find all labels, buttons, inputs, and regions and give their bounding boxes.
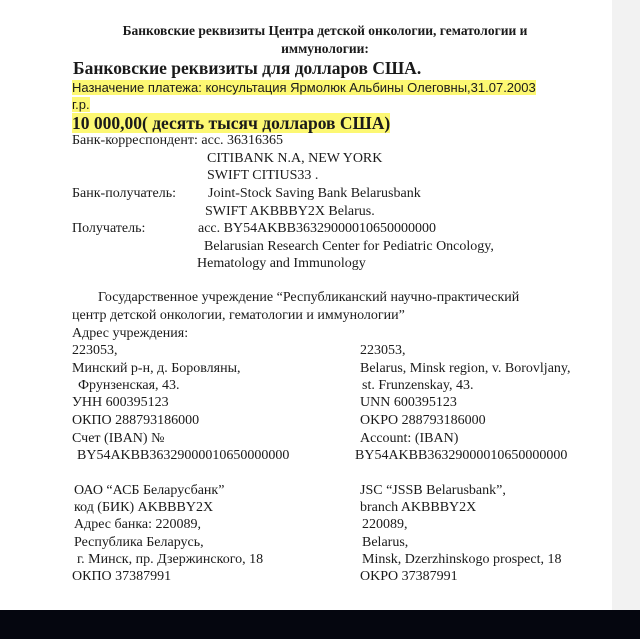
right-col1-line: OKPO 288793186000 (360, 413, 486, 428)
payment-amount: 10 000,00( десять тысяч долларов США) (72, 113, 391, 133)
payment-purpose-line-2: г.р. (72, 97, 90, 112)
right-col1-line: Account: (IBAN) (360, 431, 459, 446)
left-col1-line: ОКПО 288793186000 (72, 413, 200, 428)
right-col1-line: UNN 600395123 (360, 395, 457, 410)
beneficiary-bank-name: Joint-Stock Saving Bank Belarusbank (208, 186, 421, 201)
left-col2-line: Адрес банка: 220089, (74, 517, 202, 532)
recipient-label: Получатель: (72, 221, 146, 236)
left-col2-line: ОАО “АСБ Беларусбанк” (74, 483, 225, 498)
left-col1-line: 223053, (72, 343, 118, 358)
correspondent-name: CITIBANK N.A, NEW YORK (207, 151, 383, 166)
right-col2-line: OKPO 37387991 (360, 569, 458, 584)
title-line-2: иммунологии: (281, 41, 369, 56)
usd-heading: Банковские реквизиты для долларов США. (73, 58, 422, 78)
title-line-1: Банковские реквизиты Центра детской онкологии, гематологии и (122, 23, 528, 38)
right-col2-line: Belarus, (362, 535, 409, 550)
left-col1-line: УНН 600395123 (72, 395, 169, 410)
left-col2-line: г. Минск, пр. Дзержинского, 18 (77, 552, 264, 567)
right-col2-line: branch AKBBBY2X (360, 500, 477, 515)
side-margin (612, 0, 640, 610)
left-col1-line: BY54AKBB36329000010650000000 (77, 448, 290, 463)
beneficiary-bank-label: Банк-получатель: (72, 186, 176, 201)
address-label: Адрес учреждения: (72, 326, 189, 341)
correspondent-swift: SWIFT CITIUS33 . (207, 168, 319, 183)
left-col2-line: код (БИК) AKBBBY2X (74, 500, 214, 515)
left-col1-line: Фрунзенская, 43. (78, 378, 180, 393)
left-col2-line: ОКПО 37387991 (72, 569, 172, 584)
institution-line-2: центр детской онкологии, гематологии и иммунологии” (72, 308, 405, 323)
right-col1-line: st. Frunzenskay, 43. (362, 378, 474, 393)
beneficiary-bank-swift: SWIFT AKBBBY2X Belarus. (205, 204, 375, 219)
left-col1-line: Счет (IBAN) № (72, 431, 165, 446)
right-col1-line: Belarus, Minsk region, v. Borovljany, (360, 361, 571, 376)
left-col1-line: Минский р-н, д. Боровляны, (72, 361, 241, 376)
recipient-name-1: Belarusian Research Center for Pediatric Oncology, (204, 239, 494, 254)
recipient-account: acc. BY54AKBB36329000010650000000 (198, 221, 436, 236)
correspondent-bank: Банк-корреспондент: acc. 36316365 (72, 133, 284, 148)
right-col2-line: JSC “JSSB Belarusbank”, (360, 483, 506, 498)
institution-line-1: Государственное учреждение “Республиканский научно-практический (98, 290, 520, 305)
right-col1-line: 223053, (360, 343, 406, 358)
bottom-bar (0, 610, 640, 639)
payment-purpose-line-1: Назначение платежа: консультация Ярмолюк Альбины Олеговны,31.07.2003 (72, 80, 536, 95)
right-col2-line: Minsk, Dzerzhinskogo prospect, 18 (362, 552, 562, 567)
right-col1-line: BY54AKBB36329000010650000000 (355, 448, 568, 463)
recipient-name-2: Hematology and Immunology (197, 256, 366, 271)
left-col2-line: Республика Беларусь, (74, 535, 204, 550)
right-col2-line: 220089, (362, 517, 408, 532)
